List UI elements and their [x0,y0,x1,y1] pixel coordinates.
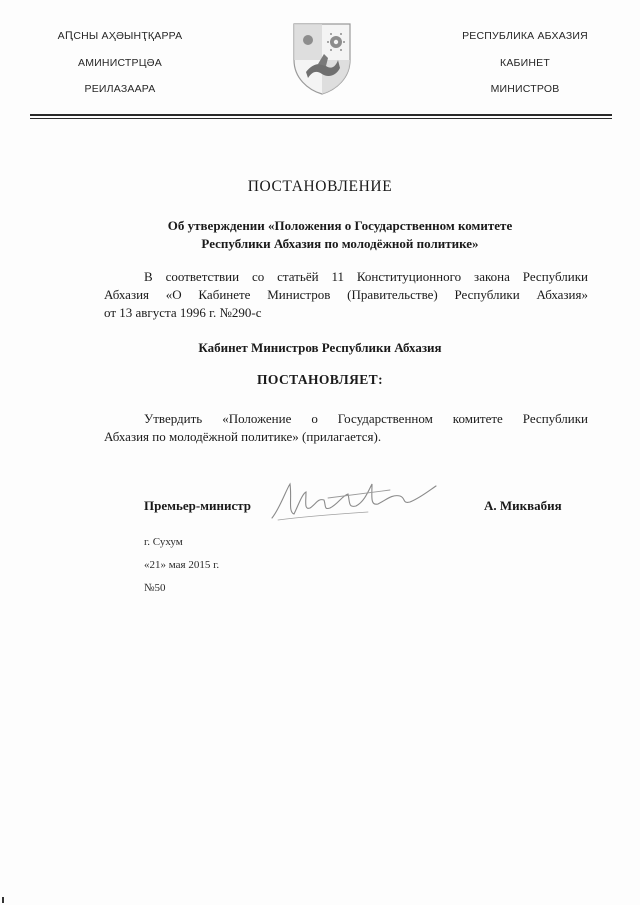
preamble-line-2: Абхазия «О Кабинете Министров (Правительстве) Республики Абхазия» [104,287,588,302]
decree-heading: ПОСТАНОВЛЯЕТ: [256,372,383,387]
resolution-paragraph [104,410,588,446]
issue-date: «21» мая 2015 г. [144,559,220,571]
header-right-line-2: КАБИНЕТ [500,57,550,69]
document-title: ПОСТАНОВЛЕНИЕ [247,178,393,195]
preamble-line-1: В соответствии со статьёй 11 Конституционного закона Республики [144,269,588,284]
issuing-body: Кабинет Министров Республики Абхазия [198,340,442,355]
resolution-line-1: Утвердить «Положение о Государственном комитете Республики [144,411,588,426]
preamble-line-3: от 13 августа 1996 г. №290-с [104,305,262,320]
document-subject [80,217,600,253]
signatory-name: А. Миквабия [484,498,562,513]
abkhazia-coat-of-arms-icon [290,20,354,96]
document-number: №50 [144,582,166,594]
header-divider-thin [30,118,612,119]
header-divider-thick [30,114,612,116]
header-left-line-3: РЕИЛАЗААРА [84,83,156,95]
subject-line-2: Республики Абхазия по молодёжной политике» [201,236,479,251]
header-left-line-1: АԤСНЫ АҲӘЫНҬҚАРРА [57,30,183,42]
header-right-line-1: РЕСПУБЛИКА АБХАЗИЯ [462,30,588,42]
preamble-paragraph [104,268,588,322]
header-right-line-3: МИНИСТРОВ [490,83,560,95]
header-left-line-2: АМИНИСТРЦӘА [78,57,162,69]
scan-edge-mark [2,897,4,903]
subject-line-1: Об утверждении «Положения о Государственном комитете [167,218,513,233]
signatory-role: Премьер-министр [144,498,252,513]
issue-city: г. Сухум [144,536,183,548]
resolution-line-2: Абхазия по молодёжной политике» (прилагается). [104,429,382,444]
handwritten-signature [268,478,440,522]
